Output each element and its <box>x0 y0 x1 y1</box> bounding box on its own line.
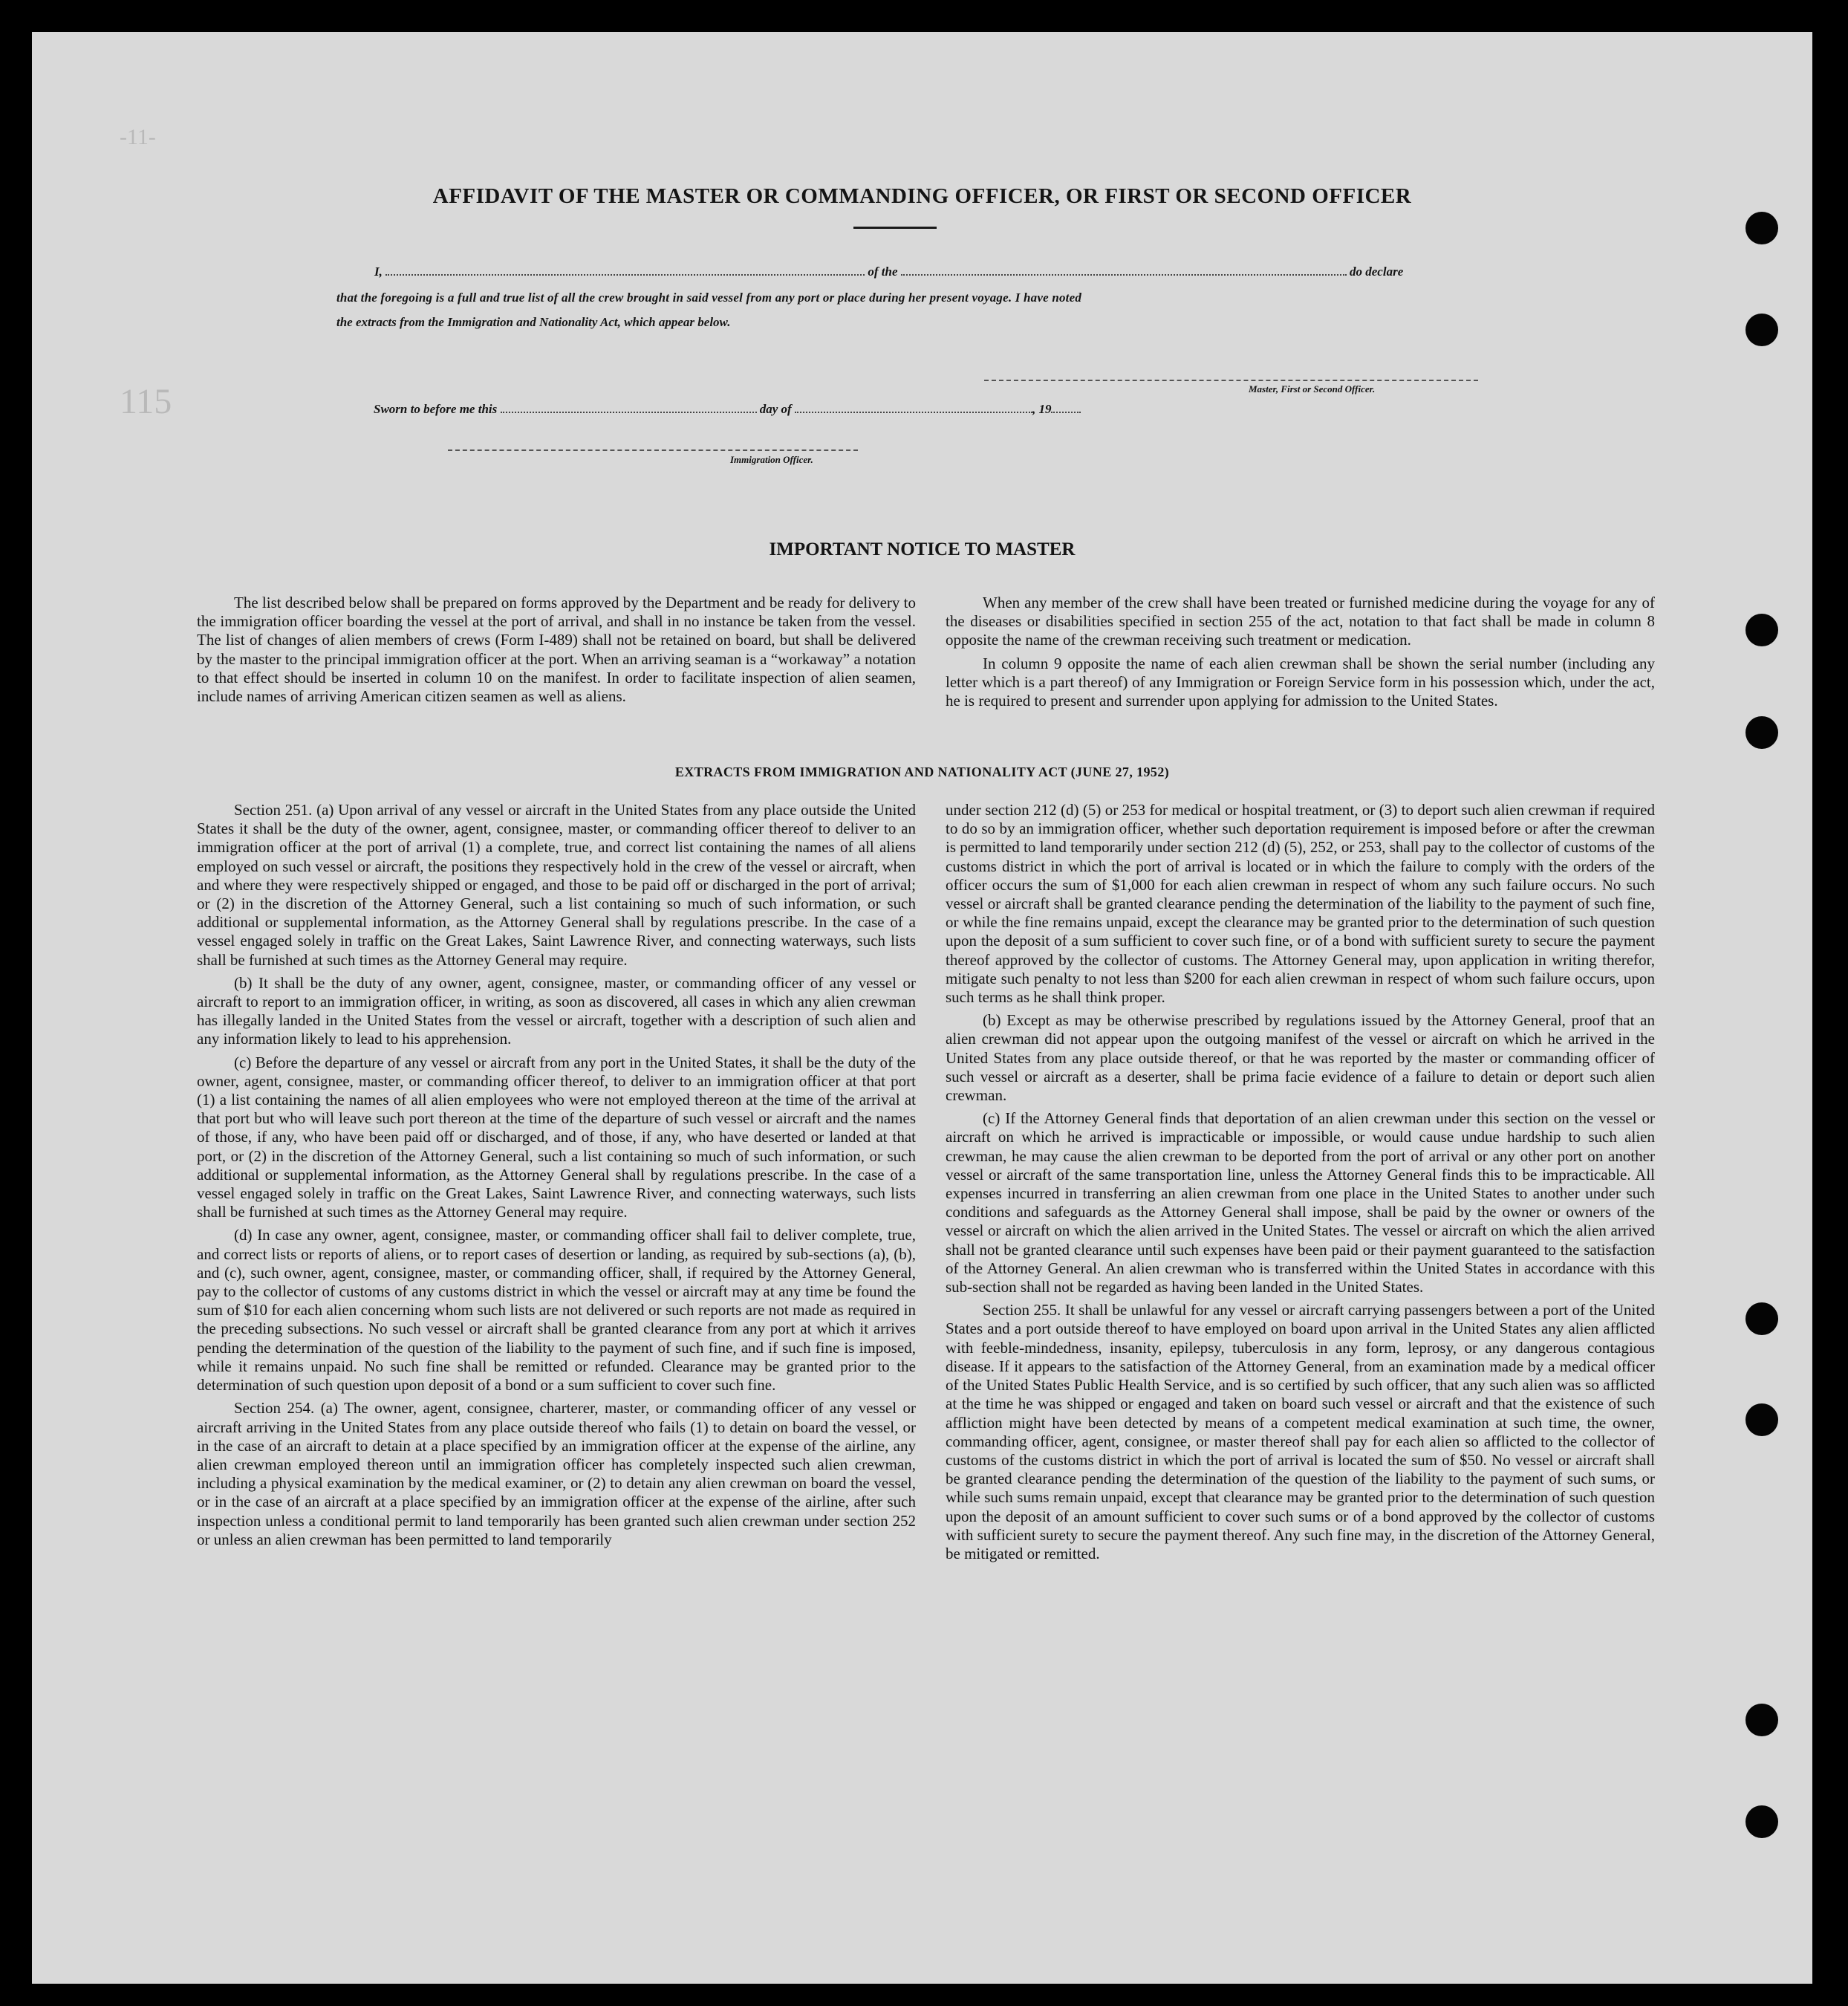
title-rule <box>853 227 937 229</box>
extracts-right-column <box>946 801 1655 1568</box>
margin-number: 115 <box>120 382 172 421</box>
notice-left-paragraph: The list described below shall be prepared on forms approved by the Department and be ready for delivery to the immigration officer boarding the vessel at the port of arrival, and shall in no instance be taken from the vessel. The list of changes of alien members of crews (Form I-489) shall not be retained on board, but shall be delivered by the master to the principal immigration officer at the port. When an arriving seaman is a “workaway” a notation to that effect should be inserted in column 10 on the manifest. In order to facilitate inspection of alien seamen, include names of arriving American citizen seamen as well as aliens. <box>197 594 916 706</box>
affidavit-title: AFFIDAVIT OF THE MASTER OR COMMANDING OFFICER, OR FIRST OR SECOND OFFICER <box>432 184 1412 208</box>
document-page <box>32 32 1812 1984</box>
i-label: I, <box>374 264 383 279</box>
day-of-label: day of <box>759 402 792 416</box>
page-number-mark: -11- <box>120 125 156 149</box>
punch-hole <box>1745 1805 1778 1838</box>
extract-paragraph: Section 255. It shall be unlawful for any vessel or aircraft carrying passengers between a port of the United States and a port outside thereof to have employed on board upon arrival in the United States any alien afflicted with feeble-mindedness, insanity, epilepsy, tuberculosis in any form, leprosy, or any dangerous contagious disease. If it appears to the satisfaction of the Attorney General, from an examination made by a medical officer of the United States Public Health Service, and is so certified by such officer, that any such alien was so afflicted at the time he was shipped or engaged and taken on board such vessel or aircraft and that the existence of such affliction might have been detected by means of a competent medical examination at such time, the owner, commanding officer, agent, consignee, or master thereof shall pay for each alien so afflicted to the collector of customs of the customs district in which the port of arrival is located the sum of $50. No vessel or aircraft shall be granted clearance pending the determination of the question of the liability to the payment of such sums, or while such sums remain unpaid, except that clearance may be granted prior to the determination of such question upon the deposit of an amount sufficient to cover such sums or of a bond approved by the collector of customs with sufficient surety to secure the payment thereof. Any such fine may, in the discretion of the Attorney General, be mitigated or remitted. <box>946 1301 1655 1562</box>
punch-hole <box>1745 614 1778 646</box>
extract-paragraph: (d) In case any owner, agent, consignee, master, or commanding officer shall fail to deliver complete, true, and correct lists or reports of aliens, or to report cases of desertion or landing, as required by sub-sections (a), (b), and (c), such owner, agent, consignee, master, or commanding officer, shall, if required by the Attorney General, pay to the collector of customs of any customs district in which the vessel or aircraft may at any time be found the sum of $10 for each alien concerning whom such lists are not delivered or such reports are not made as required in the preceding subsections. No such vessel or aircraft shall be granted clearance from any port at which it arrives pending the determination of the question of the liability to the payment of such fine, and if such fine is imposed, while it remains unpaid. No such fine shall be remitted or refunded. Clearance may be granted prior to the determination of such question upon deposit of a bond or a sum sufficient to cover such fine. <box>197 1226 916 1395</box>
master-label: Master, First or Second Officer. <box>1249 383 1376 395</box>
sworn-line <box>374 401 1081 417</box>
notice-right-column <box>946 594 1655 715</box>
extracts-left-column <box>197 801 916 1554</box>
extract-paragraph: (c) If the Attorney General finds that deportation of an alien crewman under this section on the vessel or aircraft on which he arrived is impracticable or impossible, or would cause undue hardship to such alien crewman, he may cause the alien crewman to be deported from the port of arrival or any other port on another vessel or aircraft of the same transportation line, unless the Attorney General finds this to be impracticable. All expenses incurred in transferring an alien crewman from one place in the United States to another under such conditions and safeguards as the Attorney General shall impose, shall be paid by the owner or owners of the vessel or aircraft on which the alien arrived in the United States. The vessel or aircraft on which the alien arrived shall not be granted clearance until such expenses have been paid or their payment guaranteed to the satisfaction of the Attorney General. An alien crewman who is transferred within the United States in accordance with this sub-section shall not be regarded as having been landed in the United States. <box>946 1109 1655 1296</box>
extract-paragraph: under section 212 (d) (5) or 253 for medical or hospital treatment, or (3) to deport such alien crewman if required to do so by an immigration officer, whether such deportation requirement is imposed before or after the crewman is permitted to land temporarily under section 212 (d) (5), 252, or 253, shall pay to the collector of customs of the customs district in which the port of arrival is located or in which the failure to comply with the orders of the officer occurs the sum of $1,000 for each alien crewman in respect of whom any such failure occurs. No such vessel or aircraft shall be granted clearance pending the determination of the liability to the payment of such fine, or while the fine remains unpaid, except the clearance may be granted prior to the determination of such question upon the deposit of a sum sufficient to cover such fine, or of a bond with sufficient surety to secure the payment thereof approved by the collector of customs. The Attorney General may, upon application in writing therefor, mitigate such penalty to not less than $200 for each alien crewman in respect of whom such failure occurs, upon such terms as he shall think proper. <box>946 801 1655 1007</box>
extracts-title: EXTRACTS FROM IMMIGRATION AND NATIONALITY ACT (JUNE 27, 1952) <box>674 765 1170 779</box>
punch-hole <box>1745 314 1778 346</box>
notice-right-paragraph-2: In column 9 opposite the name of each alien crewman shall be shown the serial number (including any letter which is a part thereof) of any Immigration or Foreign Service form in his possession which, under the act, he is required to present and surrender upon applying for admission to the United States. <box>946 654 1655 710</box>
declaration-line-3: the extracts from the Immigration and Nationality Act, which appear below. <box>336 315 731 329</box>
sworn-label: Sworn to before me this <box>374 402 498 416</box>
of-the-label: of the <box>868 264 898 279</box>
sworn-day-field[interactable] <box>501 401 757 413</box>
notice-title: IMPORTANT NOTICE TO MASTER <box>769 539 1076 559</box>
sworn-month-field[interactable] <box>795 401 1032 413</box>
notice-left-column <box>197 594 916 710</box>
do-declare-label: do declare <box>1350 264 1404 279</box>
vessel-field[interactable] <box>901 264 1347 276</box>
notice-right-paragraph-1: When any member of the crew shall have been treated or furnished medicine during the voyage for any of the diseases or disabilities specified in section 255 of the act, notation to that fact shall be made in column 8 opposite the name of the crewman receiving such treatment or medication. <box>946 594 1655 649</box>
master-signature-line[interactable] <box>984 380 1478 381</box>
extract-paragraph: (b) It shall be the duty of any owner, agent, consignee, master, or commanding officer of any vessel or aircraft to report to an immigration officer, in writing, as soon as discovered, all cases in which any alien crewman has illegally landed in the United States from the vessel or aircraft, together with a description of such alien and any information likely to lead to his apprehension. <box>197 973 916 1048</box>
name-field[interactable] <box>385 264 865 276</box>
punch-hole <box>1745 1403 1778 1436</box>
punch-hole <box>1745 212 1778 244</box>
year-label: , 19 <box>1032 402 1052 416</box>
extract-paragraph: Section 254. (a) The owner, agent, consignee, charterer, master, or commanding officer of any vessel or aircraft arriving in the United States from any place outside thereof who fails (1) to detain on board the vessel, or in the case of an aircraft to detain at a place specified by an immigration officer at the expense of the airline, any alien crewman employed thereon until an immigration officer has completely inspected such alien crewman, including a physical examination by the medical examiner, or (2) to detain any alien crewman on board the vessel, or in the case of an aircraft at a place specified by an immigration officer at the expense of the airline, after such inspection unless a conditional permit to land temporarily has been granted such alien crewman under section 252 or unless an alien crewman has been permitted to land temporarily <box>197 1399 916 1548</box>
officer-signature-line[interactable] <box>448 449 858 451</box>
punch-hole <box>1745 1302 1778 1335</box>
officer-label: Immigration Officer. <box>730 454 813 465</box>
extract-paragraph: (c) Before the departure of any vessel or aircraft from any port in the United States, it shall be the duty of the owner, agent, consignee, master, or commanding officer thereof, to deliver to an immigration officer at that port (1) a list containing the names of all alien employees who were not employed thereon at the time of the arrival at that port but who will leave such port thereon at the time of the departure of such vessel or aircraft and the names of those, if any, who have been paid off or discharged, and of those, if any, who have deserted or landed at that port, or (2) in the discretion of the Attorney General, such a list containing so much of such information, or such additional or supplemental information, as the Attorney General shall by regulations prescribe. In the case of a vessel engaged solely in traffic on the Great Lakes, Saint Lawrence River, and connecting waterways, such lists shall be furnished at such times as the Attorney General may require. <box>197 1053 916 1221</box>
year-field[interactable] <box>1051 401 1081 413</box>
punch-hole <box>1745 1704 1778 1736</box>
declaration-line-2: that the foregoing is a full and true list of all the crew brought in said vessel from any port or place during her present voyage. I have noted <box>336 290 1082 305</box>
extract-paragraph: (b) Except as may be otherwise prescribed by regulations issued by the Attorney General, proof that an alien crewman did not appear upon the outgoing manifest of the vessel or aircraft on which he arrived in the United States from any place outside thereof, or that he was reported by the master or commanding officer of such vessel or aircraft as a deserter, shall be prima facie evidence of a failure to detain or deport such alien crewman. <box>946 1011 1655 1105</box>
extract-paragraph: Section 251. (a) Upon arrival of any vessel or aircraft in the United States from any place outside the United States it shall be the duty of the owner, agent, consignee, master, or commanding officer thereof to deliver to an immigration officer at the port of arrival (1) a complete, true, and correct list containing the names of all aliens employed on such vessel or aircraft, the positions they respectively hold in the crew of the vessel or aircraft, when and where they were respectively shipped or engaged, and those to be paid off or discharged in the port of arrival; or (2) in the discretion of the Attorney General, such a list containing so much of such information, or such additional or supplemental information, as the Attorney General shall by regulations prescribe. In the case of a vessel engaged solely in traffic on the Great Lakes, Saint Lawrence River, and connecting waterways, such lists shall be furnished at such times as the Attorney General may require. <box>197 801 916 969</box>
declaration-line-1 <box>374 264 1403 279</box>
punch-hole <box>1745 716 1778 749</box>
